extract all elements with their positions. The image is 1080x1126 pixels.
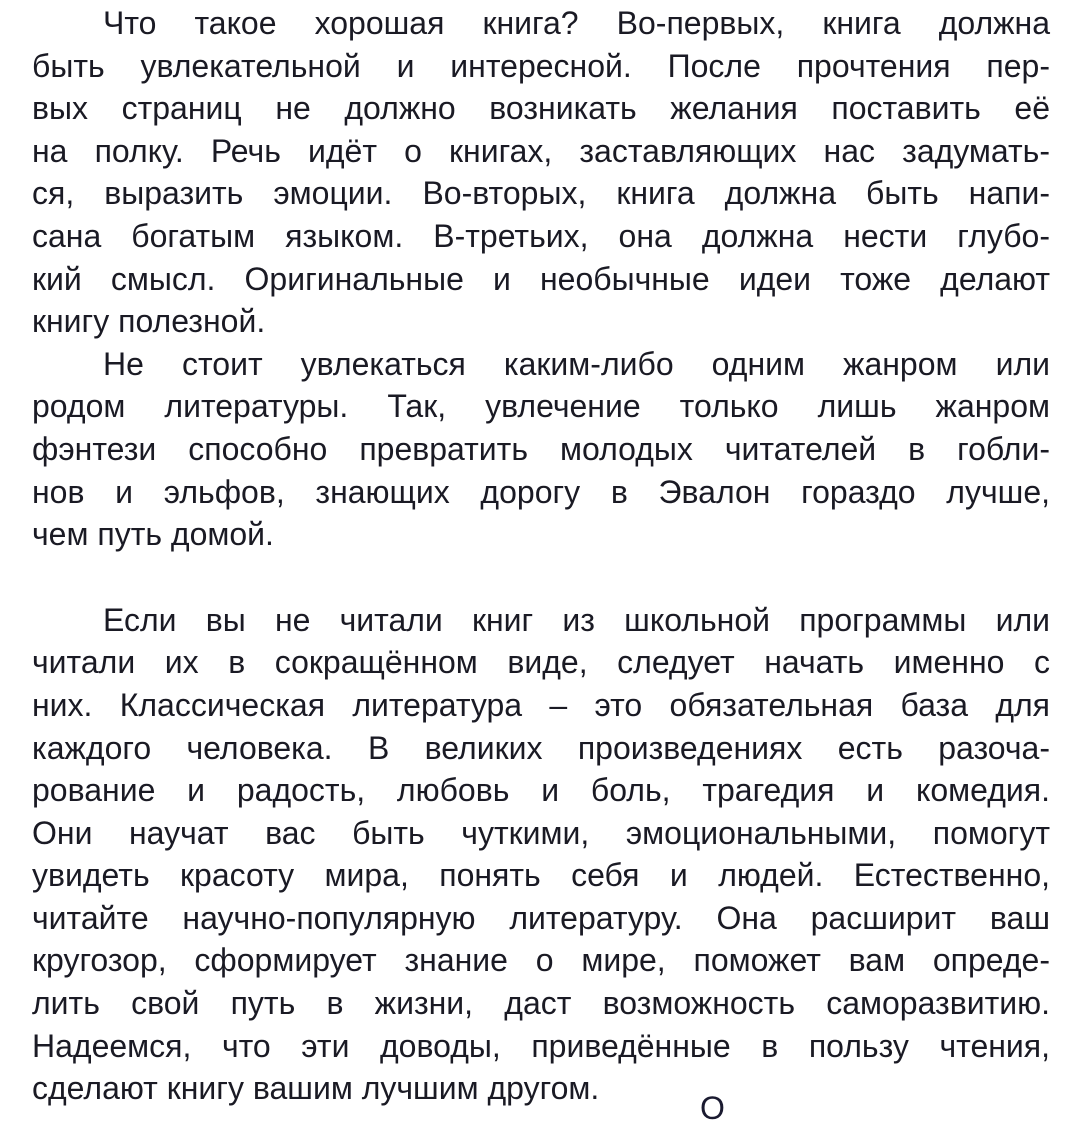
paragraph [32,343,1050,556]
text-line: кий смысл. Оригинальные и необычные идеи тоже делают [32,260,1050,297]
text-line: Если вы не читали книг из школьной программы или [103,601,1050,638]
text-line: них. Классическая литература – это обязательная база для [32,686,1050,723]
text-line: сделают книгу вашим лучшим другом. [32,1070,600,1107]
text-line: вых страниц не должно возникать желания поставить её [32,90,1050,127]
text-line: читали их в сокращённом виде, следует начать именно с [32,644,1050,681]
text-line: книгу полезной. [32,303,266,340]
text-line: Что такое хорошая книга? Во-первых, книга должна [103,5,1050,41]
text-line: увидеть красоту мира, понять себя и людей. Естественно, [32,857,1050,894]
text-line: Они научат вас быть чуткими, эмоциональными, помогут [32,814,1050,851]
text-line: кругозор, сформирует знание о мире, поможет вам опреде- [32,942,1050,979]
text-line: лить свой путь в жизни, даст возможность саморазвитию. [32,985,1050,1022]
text-line: фэнтези способно превратить молодых читателей в гобли- [32,430,1050,467]
text-line: сана богатым языком. В-третьих, она должна нести глубо- [32,217,1050,254]
text-line: родом литературы. Так, увлечение только лишь жанром [32,388,1050,425]
text-line: читайте научно-популярную литературу. Она расширит ваш [32,899,1050,936]
text-line: Не стоит увлекаться каким-либо одним жанром или [103,345,1050,382]
text-line: на полку. Речь идёт о книгах, заставляющих нас задумать- [32,132,1050,169]
document-body [32,2,1050,1110]
text-line: Надеемся, что эти доводы, приведённые в пользу чтения, [32,1027,1050,1064]
paragraph [32,599,1050,1110]
text-line: чем путь домой. [32,516,274,553]
cut-off-next-line: О [700,1090,725,1126]
text-line: ся, выразить эмоции. Во-вторых, книга должна быть напи- [32,175,1050,212]
paragraph-gap [32,556,1050,599]
text-line: нов и эльфов, знающих дорогу в Эвалон гораздо лучше, [32,473,1050,510]
paragraph [32,2,1050,343]
text-line: каждого человека. В великих произведениях есть разоча- [32,729,1050,766]
text-line: быть увлекательной и интересной. После прочтения пер- [32,47,1050,84]
text-line: рование и радость, любовь и боль, трагедия и комедия. [32,772,1050,809]
